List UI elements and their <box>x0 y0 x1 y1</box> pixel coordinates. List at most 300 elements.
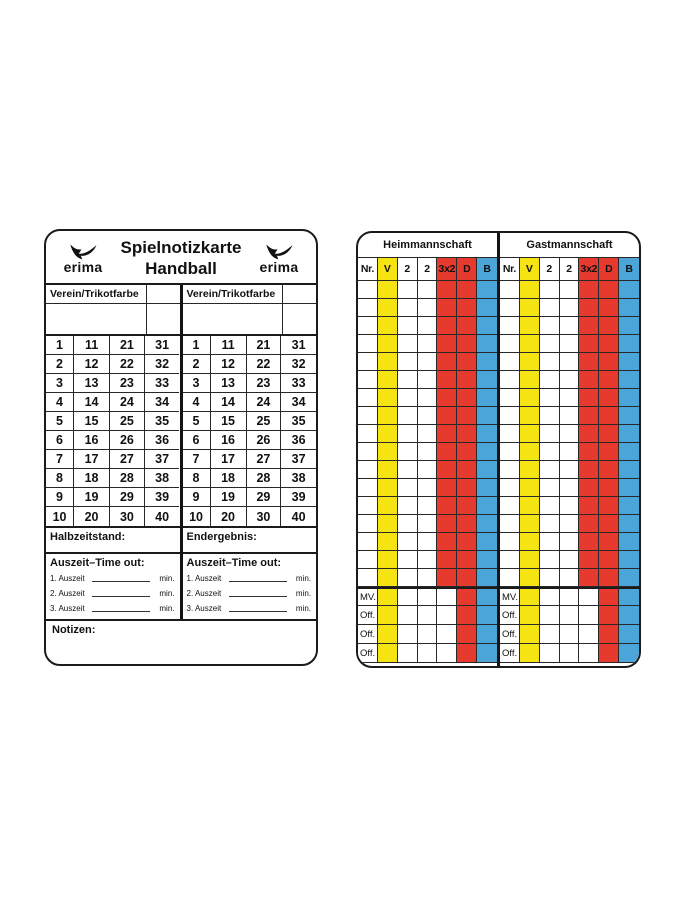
mark-cell <box>540 425 560 443</box>
mark-cell <box>437 644 457 663</box>
timeout-section <box>46 554 180 619</box>
player-number-cell: 34 <box>145 393 180 412</box>
mark-cell <box>358 317 378 335</box>
mark-cell <box>500 479 520 497</box>
mark-cell <box>358 515 378 533</box>
player-number-cell: 33 <box>281 374 316 393</box>
mark-cell <box>599 533 619 551</box>
mark-cell <box>520 551 540 569</box>
mark-cell <box>540 389 560 407</box>
mark-cell <box>457 606 477 625</box>
column-header-2: 2 <box>398 258 418 281</box>
mark-cell <box>457 281 477 299</box>
mark-cell <box>477 317 497 335</box>
mark-cell <box>560 299 580 317</box>
column-header-v: V <box>520 258 540 281</box>
mark-cell <box>560 425 580 443</box>
mark-cell <box>619 353 639 371</box>
mark-cell <box>418 299 438 317</box>
column-header-nr: Nr. <box>358 258 378 281</box>
player-number-cell: 34 <box>281 393 316 412</box>
timeout-label: 2. Auszeit <box>186 588 222 598</box>
mark-cell <box>500 407 520 425</box>
club-entry-row <box>183 304 317 337</box>
row-label-off: Off. <box>358 606 378 625</box>
timeout-write-line <box>229 572 287 582</box>
mark-cell <box>599 606 619 625</box>
row-label-off: Off. <box>500 644 520 663</box>
mark-cell <box>619 335 639 353</box>
mark-cell <box>358 497 378 515</box>
timeout-label: 2. Auszeit <box>50 588 85 598</box>
mark-cell <box>437 606 457 625</box>
mark-cell <box>437 353 457 371</box>
column-header-nr: Nr. <box>500 258 520 281</box>
mark-cell <box>437 625 457 644</box>
mark-cell <box>457 443 477 461</box>
mark-cell <box>619 587 639 606</box>
mark-cell <box>457 299 477 317</box>
column-header-b: B <box>477 258 497 281</box>
mark-cell <box>599 497 619 515</box>
mark-cell <box>477 443 497 461</box>
player-number-cell: 26 <box>247 431 282 450</box>
mark-cell <box>418 353 438 371</box>
player-number-cell: 21 <box>247 336 282 355</box>
player-number-cell: 24 <box>110 393 145 412</box>
mark-cell <box>500 425 520 443</box>
mark-cell <box>398 317 418 335</box>
mark-cell <box>477 644 497 663</box>
player-number-cell: 27 <box>247 450 282 469</box>
mark-cell <box>378 569 398 587</box>
mark-cell <box>579 353 599 371</box>
club-name-field <box>46 304 146 335</box>
mark-cell <box>560 479 580 497</box>
mark-cell <box>477 335 497 353</box>
mark-cell <box>560 515 580 533</box>
mark-cell <box>619 497 639 515</box>
mark-cell <box>398 443 418 461</box>
mark-cell <box>418 569 438 587</box>
erima-wordmark: erima <box>259 258 299 275</box>
home-half <box>46 285 180 619</box>
mark-cell <box>437 479 457 497</box>
mark-cell <box>457 644 477 663</box>
left-card-body <box>46 285 316 619</box>
mark-cell <box>560 407 580 425</box>
row-label-off: Off. <box>358 625 378 644</box>
guest-half <box>183 285 317 619</box>
player-number-cell: 28 <box>247 469 282 488</box>
notes-label: Notizen: <box>52 624 96 636</box>
mark-cell <box>477 407 497 425</box>
player-number-cell: 39 <box>145 488 180 507</box>
mark-cell <box>579 389 599 407</box>
player-number-cell: 25 <box>247 412 282 431</box>
mark-cell <box>418 587 438 606</box>
player-number-cell: 3 <box>46 374 74 393</box>
mark-cell <box>378 317 398 335</box>
player-number-grid <box>183 336 317 528</box>
player-number-cell: 13 <box>74 374 110 393</box>
timeout-write-line <box>229 602 287 612</box>
mark-cell <box>599 299 619 317</box>
right-card-marking-grid <box>356 231 641 668</box>
player-number-cell: 26 <box>110 431 145 450</box>
player-number-cell: 30 <box>247 507 282 526</box>
right-card-body <box>358 233 639 666</box>
column-header-3x2: 3x2 <box>579 258 599 281</box>
mark-cell <box>398 407 418 425</box>
mark-cell <box>378 461 398 479</box>
mark-cell <box>500 461 520 479</box>
player-number-cell: 4 <box>183 393 211 412</box>
mark-cell <box>599 461 619 479</box>
player-number-cell: 20 <box>211 507 247 526</box>
mark-cell <box>599 443 619 461</box>
mark-cell <box>520 353 540 371</box>
player-number-cell: 16 <box>211 431 247 450</box>
mark-cell <box>378 497 398 515</box>
mark-cell <box>477 461 497 479</box>
mark-cell <box>579 497 599 515</box>
mark-cell <box>560 281 580 299</box>
player-number-cell: 8 <box>46 469 74 488</box>
mark-cell <box>599 569 619 587</box>
club-header-label: Verein/Trikotfarbe <box>50 288 139 300</box>
jersey-color-box <box>146 285 180 303</box>
mark-cell <box>540 533 560 551</box>
mark-cell <box>560 644 580 663</box>
erima-logo-icon <box>263 243 295 260</box>
player-number-cell: 33 <box>145 374 180 393</box>
mark-cell <box>599 281 619 299</box>
mark-cell <box>418 317 438 335</box>
mark-cell <box>520 625 540 644</box>
mark-cell <box>398 353 418 371</box>
player-number-cell: 10 <box>46 507 74 526</box>
mark-cell <box>457 569 477 587</box>
mark-cell <box>477 625 497 644</box>
mark-cell <box>540 479 560 497</box>
column-header-2: 2 <box>418 258 438 281</box>
mark-cell <box>560 587 580 606</box>
player-number-cell: 38 <box>145 469 180 488</box>
mark-cell <box>477 299 497 317</box>
timeout-row-1 <box>50 572 175 587</box>
mark-cell <box>398 335 418 353</box>
mark-cell <box>378 389 398 407</box>
timeout-write-line <box>229 587 287 597</box>
mark-cell <box>457 533 477 551</box>
player-number-cell: 40 <box>155 509 170 524</box>
row-label-mv: MV. <box>358 587 378 606</box>
final-score-field: Endergebnis: <box>183 528 317 554</box>
mark-cell <box>599 625 619 644</box>
mark-cell <box>500 317 520 335</box>
mark-cell <box>358 569 378 587</box>
mark-cell <box>579 515 599 533</box>
mark-cell <box>520 461 540 479</box>
mark-cell <box>579 479 599 497</box>
timeout-heading: Auszeit–Time out: <box>50 556 145 569</box>
mark-cell <box>619 299 639 317</box>
mark-cell <box>437 515 457 533</box>
mark-cell <box>540 515 560 533</box>
mark-cell <box>398 551 418 569</box>
mark-cell <box>619 551 639 569</box>
mark-cell <box>358 371 378 389</box>
club-header-row <box>183 285 317 304</box>
mark-cell <box>358 425 378 443</box>
mark-cell <box>477 371 497 389</box>
player-number-cell: 8 <box>183 469 211 488</box>
mark-cell <box>599 515 619 533</box>
erima-brand-right <box>250 243 308 274</box>
mark-cell <box>540 353 560 371</box>
column-header-3x2: 3x2 <box>437 258 457 281</box>
timeout-section <box>183 554 317 619</box>
club-entry-row <box>46 304 180 337</box>
mark-cell <box>599 479 619 497</box>
player-number-cell: 14 <box>211 393 247 412</box>
player-number-cell: 3 <box>183 374 211 393</box>
mark-cell <box>560 551 580 569</box>
player-number-cell: 36 <box>145 431 180 450</box>
mark-cell <box>540 587 560 606</box>
mark-cell <box>358 335 378 353</box>
mark-cell <box>520 371 540 389</box>
mark-cell <box>560 371 580 389</box>
mark-cell <box>540 335 560 353</box>
card-title <box>121 237 242 280</box>
player-number-cell: 32 <box>145 355 180 374</box>
mark-cell <box>378 644 398 663</box>
timeout-unit: min. <box>159 573 175 583</box>
player-number-cell: 18 <box>211 469 247 488</box>
mark-cell <box>500 497 520 515</box>
mark-cell <box>560 443 580 461</box>
mark-cell <box>378 515 398 533</box>
timeout-unit: min. <box>295 588 311 598</box>
player-number-cell: 37 <box>145 450 180 469</box>
mark-cell <box>599 407 619 425</box>
mark-cell <box>619 569 639 587</box>
mark-cell <box>358 389 378 407</box>
mark-cell <box>398 644 418 663</box>
mark-cell <box>579 625 599 644</box>
mark-cell <box>457 461 477 479</box>
mark-cell <box>619 281 639 299</box>
player-number-cell: 37 <box>281 450 316 469</box>
player-number-cell: 21 <box>110 336 145 355</box>
mark-cell <box>378 625 398 644</box>
mark-cell <box>500 281 520 299</box>
mark-cell <box>500 533 520 551</box>
mark-cell <box>398 479 418 497</box>
mark-cell <box>378 587 398 606</box>
mark-cell <box>619 389 639 407</box>
home-team-grid <box>358 258 497 663</box>
mark-cell <box>418 281 438 299</box>
mark-cell <box>437 371 457 389</box>
mark-cell <box>579 587 599 606</box>
mark-cell <box>418 407 438 425</box>
column-header-b: B <box>619 258 639 281</box>
mark-cell <box>398 515 418 533</box>
player-number-cell: 39 <box>281 488 316 507</box>
player-number-cell: 17 <box>74 450 110 469</box>
player-number-cell: 4 <box>46 393 74 412</box>
mark-cell <box>579 407 599 425</box>
mark-cell <box>619 533 639 551</box>
player-number-cell: 29 <box>110 488 145 507</box>
mark-cell <box>619 371 639 389</box>
player-number-cell: 22 <box>247 355 282 374</box>
mark-cell <box>520 644 540 663</box>
mark-cell <box>358 353 378 371</box>
mark-cell <box>520 335 540 353</box>
mark-cell <box>619 606 639 625</box>
timeout-row-2 <box>187 587 312 602</box>
mark-cell <box>540 281 560 299</box>
mark-cell <box>619 625 639 644</box>
mark-cell <box>378 443 398 461</box>
erima-brand-left <box>54 243 112 274</box>
player-number-cell: 7 <box>46 450 74 469</box>
mark-cell <box>520 497 540 515</box>
mark-cell <box>560 533 580 551</box>
mark-cell <box>540 407 560 425</box>
mark-cell <box>457 551 477 569</box>
player-number-cell: 13 <box>211 374 247 393</box>
mark-cell <box>500 443 520 461</box>
mark-cell <box>398 461 418 479</box>
player-number-cell: 12 <box>74 355 110 374</box>
mark-cell <box>520 407 540 425</box>
timeout-label: 1. Auszeit <box>186 573 222 583</box>
mark-cell <box>378 335 398 353</box>
erima-logo-icon <box>67 243 99 260</box>
player-number-cell: 38 <box>281 469 316 488</box>
guest-team-header: Gastmannschaft <box>500 233 639 258</box>
mark-cell <box>520 281 540 299</box>
player-number-cell: 25 <box>110 412 145 431</box>
mark-cell <box>477 353 497 371</box>
mark-cell <box>457 389 477 407</box>
mark-cell <box>418 625 438 644</box>
mark-cell <box>619 443 639 461</box>
title-line-1: Spielnotizkarte <box>120 237 242 257</box>
mark-cell <box>437 569 457 587</box>
player-number-cell: 11 <box>74 336 110 355</box>
erima-wordmark: erima <box>63 258 103 275</box>
mark-cell <box>520 317 540 335</box>
guest-team-grid-half <box>500 233 639 666</box>
mark-cell <box>418 606 438 625</box>
player-number-cell: 32 <box>281 355 316 374</box>
mark-cell <box>579 606 599 625</box>
mark-cell <box>579 533 599 551</box>
player-number-cell: 14 <box>74 393 110 412</box>
title-line-2: Handball <box>145 259 217 278</box>
mark-cell <box>457 587 477 606</box>
row-label-off: Off. <box>500 625 520 644</box>
mark-cell <box>520 606 540 625</box>
mark-cell <box>398 371 418 389</box>
mark-cell <box>477 587 497 606</box>
mark-cell <box>457 317 477 335</box>
mark-cell <box>599 389 619 407</box>
mark-cell <box>477 281 497 299</box>
mark-cell <box>418 479 438 497</box>
mark-cell <box>358 281 378 299</box>
player-number-cell: 1 <box>46 336 74 355</box>
player-number-cell: 5 <box>46 412 74 431</box>
mark-cell <box>540 461 560 479</box>
timeout-row-3 <box>187 602 312 617</box>
mark-cell <box>418 443 438 461</box>
mark-cell <box>520 299 540 317</box>
timeout-label: 3. Auszeit <box>50 603 85 613</box>
player-number-cell: 31 <box>145 336 180 355</box>
mark-cell <box>378 299 398 317</box>
column-header-2: 2 <box>540 258 560 281</box>
timeout-unit: min. <box>295 573 311 583</box>
mark-cell <box>540 551 560 569</box>
mark-cell <box>398 587 418 606</box>
mark-cell <box>437 533 457 551</box>
mark-cell <box>500 299 520 317</box>
mark-cell <box>500 569 520 587</box>
mark-cell <box>599 587 619 606</box>
mark-cell <box>579 425 599 443</box>
timeout-unit: min. <box>159 588 175 598</box>
player-number-cell: 40 <box>291 509 306 524</box>
mark-cell <box>398 625 418 644</box>
mark-cell <box>437 407 457 425</box>
player-number-cell: 28 <box>110 469 145 488</box>
mark-cell <box>418 644 438 663</box>
mark-cell <box>540 497 560 515</box>
mark-cell <box>500 371 520 389</box>
mark-cell <box>579 371 599 389</box>
player-number-cell: 12 <box>211 355 247 374</box>
mark-cell <box>540 569 560 587</box>
mark-cell <box>457 335 477 353</box>
timeout-row-1 <box>187 572 312 587</box>
player-number-cell: 23 <box>110 374 145 393</box>
mark-cell <box>437 299 457 317</box>
mark-cell <box>418 425 438 443</box>
mark-cell <box>540 606 560 625</box>
player-number-cell: 19 <box>74 488 110 507</box>
mark-cell <box>398 606 418 625</box>
mark-cell <box>477 515 497 533</box>
mark-cell <box>520 569 540 587</box>
jersey-color-box <box>146 304 180 335</box>
mark-cell <box>398 389 418 407</box>
mark-cell <box>520 515 540 533</box>
player-number-cell: 2 <box>183 355 211 374</box>
mark-cell <box>500 515 520 533</box>
left-card-spielnotizkarte <box>44 229 318 666</box>
mark-cell <box>358 461 378 479</box>
mark-cell <box>477 606 497 625</box>
column-header-2: 2 <box>560 258 580 281</box>
mark-cell <box>398 425 418 443</box>
